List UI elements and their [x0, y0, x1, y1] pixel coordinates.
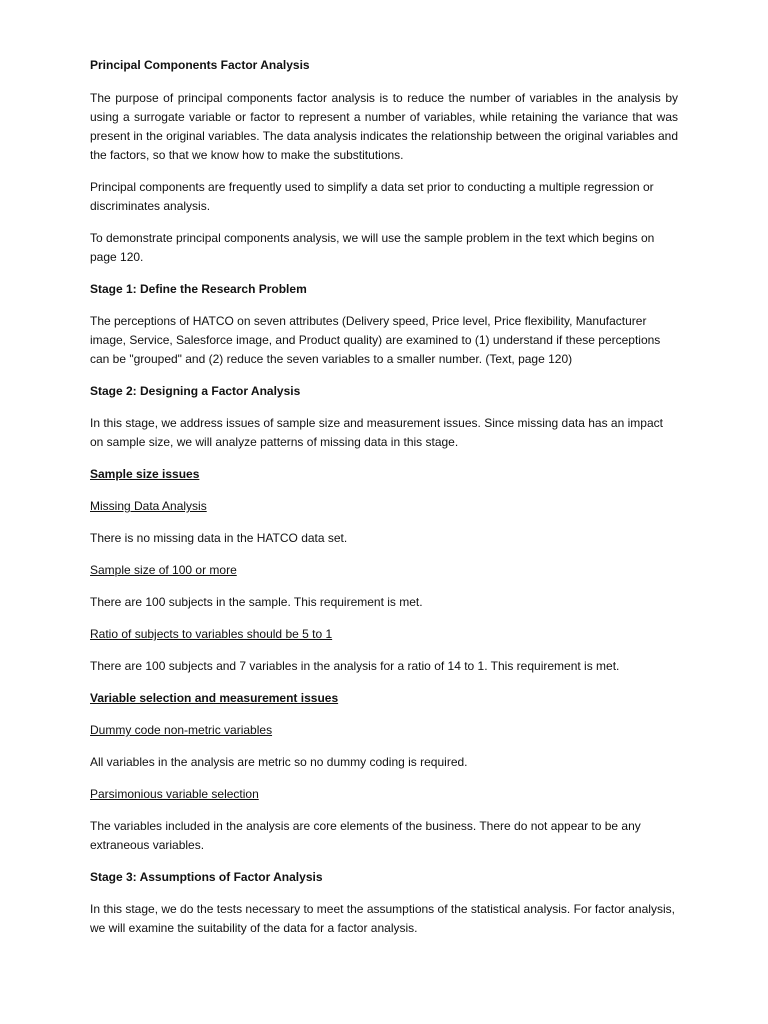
ratio-paragraph: There are 100 subjects and 7 variables in the analysis for a ratio of 14 to 1. This requirement is met. [90, 659, 620, 673]
dummy-code-subheading: Dummy code non-metric variables [90, 723, 273, 737]
parsimonious-paragraph: The variables included in the analysis are core elements of the business. There do not appear to be any extraneous variables. [90, 819, 641, 852]
sample-size-heading: Sample size issues [90, 467, 200, 481]
stage1-heading: Stage 1: Define the Research Problem [90, 282, 307, 296]
intro-paragraph-1: The purpose of principal components factor analysis is to reduce the number of variables in the analysis by using a surrogate variable or factor to represent a number of variables, while retaining the variance that was present in the original variables. The data analysis indicates the relationship between the original variables and the factors, so that we know how to make the substitutions. [90, 91, 678, 162]
intro-paragraph-3: To demonstrate principal components analysis, we will use the sample problem in the text which begins on page 120. [90, 231, 655, 264]
sample-100-paragraph: There are 100 subjects in the sample. This requirement is met. [90, 595, 423, 609]
document-title: Principal Components Factor Analysis [90, 58, 310, 72]
missing-data-paragraph: There is no missing data in the HATCO data set. [90, 531, 348, 545]
intro-paragraph-2: Principal components are frequently used to simplify a data set prior to conducting a multiple regression or discriminates analysis. [90, 180, 654, 213]
sample-100-subheading: Sample size of 100 or more [90, 563, 237, 577]
stage3-heading: Stage 3: Assumptions of Factor Analysis [90, 870, 323, 884]
stage2-heading: Stage 2: Designing a Factor Analysis [90, 384, 301, 398]
dummy-code-paragraph: All variables in the analysis are metric so no dummy coding is required. [90, 755, 468, 769]
document-page [90, 56, 678, 938]
ratio-subheading: Ratio of subjects to variables should be 5 to 1 [90, 627, 333, 641]
stage3-paragraph: In this stage, we do the tests necessary to meet the assumptions of the statistical analysis. For factor analysis, we will examine the suitability of the data for a factor analysis. [90, 902, 675, 935]
parsimonious-subheading: Parsimonious variable selection [90, 787, 259, 801]
stage2-paragraph: In this stage, we address issues of sample size and measurement issues. Since missing data has an impact on sample size, we will analyze patterns of missing data in this stage. [90, 416, 663, 449]
stage1-paragraph: The perceptions of HATCO on seven attributes (Delivery speed, Price level, Price flexibility, Manufacturer image, Service, Salesforce image, and Product quality) are examined to (1) understand if these perceptions can be "grouped" and (2) reduce the seven variables to a smaller number. (Text, page 120) [90, 314, 661, 366]
variable-selection-heading: Variable selection and measurement issues [90, 691, 339, 705]
missing-data-subheading: Missing Data Analysis [90, 499, 207, 513]
